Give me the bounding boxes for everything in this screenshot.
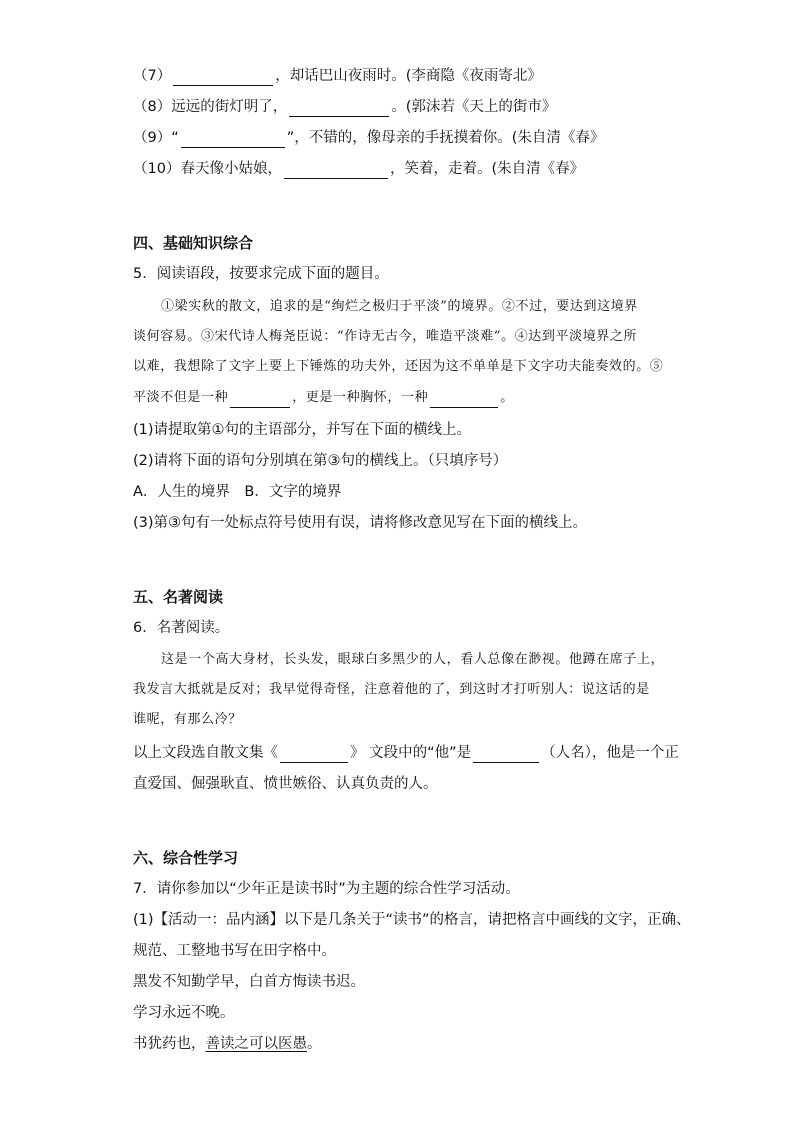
- poem-line-10: [133, 159, 584, 179]
- section-heading-5: 五、名著阅读: [133, 588, 224, 606]
- fill-text: 》 文段中的“他”是: [350, 745, 472, 761]
- answer-blank[interactable]: [280, 747, 348, 763]
- quote-3: [133, 1034, 322, 1054]
- question-text: 名著阅读。: [156, 620, 230, 636]
- passage-line: 谁呢，有那么冷？: [133, 712, 242, 727]
- poem-text: ，却话巴山夜雨时。(李商隐《夜雨寄北》: [275, 68, 542, 84]
- question-number: 7．: [133, 881, 157, 897]
- passage-text: 平淡不但是一种: [133, 390, 229, 405]
- activity-1-instruction: (1)【活动一：品内涵】以下是几条关于“读书”的格言，请把格言中画线的文字，正确、: [133, 912, 691, 928]
- poem-text: 春天像小姑娘，: [180, 161, 282, 177]
- question-number: 5．: [133, 266, 157, 282]
- fill-sentence-cont: 直爱国、倔强耿直、愤世嫉俗、认真负责的人。: [133, 776, 438, 792]
- quote-text: 书犹药也，: [133, 1036, 206, 1052]
- question-6: [133, 618, 229, 638]
- question-7: [133, 879, 520, 899]
- section-heading-4: 四、基础知识综合: [133, 234, 254, 252]
- quote-text: 。: [307, 1036, 322, 1052]
- activity-1-instruction-cont: 规范、工整地书写在田字格中。: [133, 943, 336, 959]
- quote-2: 学习永远不晚。: [133, 1005, 235, 1021]
- sub-question-2: (2)请将下面的语句分别填在第③句的横线上。（只填序号）: [133, 453, 508, 469]
- answer-blank[interactable]: [230, 394, 290, 408]
- passage-text: ，更是一种胸怀，一种: [292, 390, 429, 405]
- poem-text: 远远的街灯明了，: [171, 99, 288, 115]
- answer-blank[interactable]: [284, 163, 388, 179]
- poem-number: （9）: [133, 130, 172, 146]
- passage-line: 我发言大抵就是反对；我早觉得奇怪，注意着他的了，到这时才打听别人：说这话的是: [133, 682, 650, 697]
- fill-text: （人名），他是一个正: [541, 745, 679, 761]
- passage-line: 这是一个高大身材，长头发，眼球白多黑少的人，看人总像在渺视。他蹲在席子上，: [161, 652, 665, 667]
- poem-text: 。(郭沫若《天上的街市》: [391, 99, 557, 115]
- poem-number: （10）: [133, 161, 181, 177]
- poem-line-8: [133, 97, 556, 117]
- passage-text: 。: [500, 390, 514, 405]
- passage-line: 谈何容易。③宋代诗人梅尧臣说：“作诗无古今，唯造平淡难”。④达到平淡境界之所: [133, 329, 638, 344]
- answer-blank[interactable]: [430, 394, 498, 408]
- passage-line: [133, 388, 514, 408]
- underlined-text: 善读之可以医愚: [205, 1036, 307, 1052]
- fill-text: 以上文段选自散文集《: [133, 745, 278, 761]
- poem-text: ”，不错的，像母亲的手抚摸着你。(朱自清《春》: [286, 130, 605, 146]
- question-text: 阅读语段，按要求完成下面的题目。: [156, 266, 389, 282]
- sub-question-1: (1)请提取第①句的主语部分，并写在下面的横线上。: [133, 422, 472, 438]
- passage-line: ①梁实秋的散文，追求的是“绚烂之极归于平淡”的境界。②不过，要达到这境界: [161, 299, 638, 314]
- answer-blank[interactable]: [473, 747, 539, 763]
- question-text: 请你参加以“少年正是读书时”为主题的综合性学习活动。: [156, 881, 520, 897]
- poem-number: （8）: [133, 99, 172, 115]
- poem-line-9: [133, 128, 604, 148]
- passage-line: 以难，我想除了文字上要上下锤炼的功夫外，还因为这不单单是下文字功夫能奏效的。⑤: [133, 359, 664, 374]
- question-number: 6．: [133, 620, 157, 636]
- answer-options: A．人生的境界 B．文字的境界: [133, 484, 342, 500]
- fill-sentence: [133, 743, 679, 763]
- section-heading-6: 六、综合性学习: [133, 849, 239, 867]
- poem-number: （7）: [133, 68, 172, 84]
- question-5: [133, 264, 389, 284]
- answer-blank[interactable]: [289, 101, 389, 117]
- poem-text: ，笑着，走着。(朱自清《春》: [389, 161, 585, 177]
- poem-line-7: [133, 66, 542, 86]
- answer-blank[interactable]: [181, 132, 285, 148]
- poem-text: “: [171, 130, 179, 146]
- sub-question-3: (3)第③句有一处标点符号使用有误，请将修改意见写在下面的横线上。: [133, 515, 588, 531]
- quote-1: 黑发不知勤学早，白首方悔读书迟。: [133, 974, 365, 990]
- answer-blank[interactable]: [173, 70, 273, 86]
